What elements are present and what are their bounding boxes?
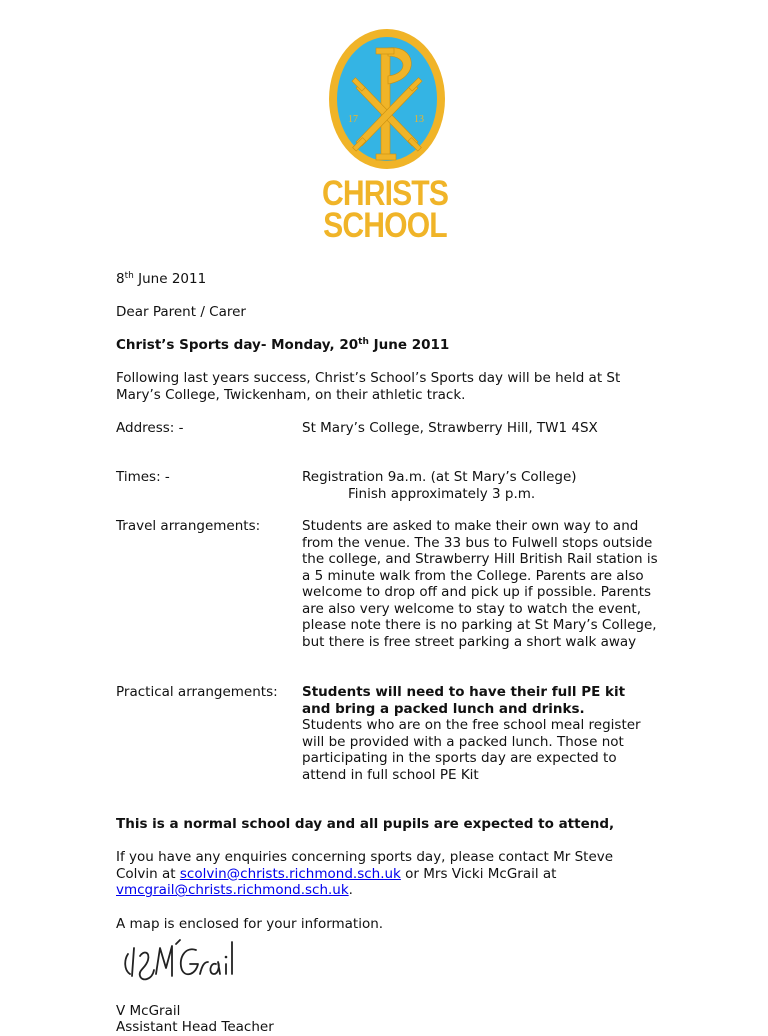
practical-bold-text: Students will need to have their full PE kit and bring a packed lunch and drinks. (302, 684, 626, 717)
times-registration: Registration 9a.m. (at St Mary’s College) (302, 469, 577, 485)
date-suffix: th (124, 271, 134, 281)
email-link-scolvin[interactable]: scolvin@christs.richmond.sch.uk (179, 865, 401, 882)
email-link-vmcgrail[interactable]: vmcgrail@christs.richmond.sch.uk (116, 882, 349, 898)
enquiries-text: If you have any enquiries concerning sports day, please contact Mr Steve Colvin at (116, 849, 614, 882)
handwritten-signature (118, 930, 248, 988)
school-crest-logo (326, 26, 448, 172)
signatory-title: Assistant Head Teacher (116, 1019, 274, 1035)
practical-label: Practical arrangements: (116, 684, 278, 700)
travel-label: Travel arrangements: (116, 518, 261, 534)
times-value (302, 469, 658, 502)
heading-suffix: th (358, 337, 369, 347)
enquiries-paragraph (116, 849, 646, 899)
salutation: Dear Parent / Carer (116, 304, 246, 320)
signatory-name: V McGrail (116, 1003, 181, 1019)
travel-value: Students are asked to make their own way to and from the venue. The 33 bus to Fulwell stops outside the college, and Strawberry Hill British Rail station is a 5 minute walk from the College. Parents are also welcome to drop off and pick up if possible. Parents are also very welcome to stay to watch the event, please note there is no parking at St Mary’s College, but there is free street parking a short walk away (302, 518, 658, 650)
logo-text-line2: SCHOOL (323, 206, 447, 245)
logo-text-line1: CHRISTS (321, 174, 449, 213)
enquiries-middle: or Mrs Vicki McGrail at (400, 865, 557, 882)
times-label: Times: - (116, 469, 170, 485)
practical-normal-text: Students who are on the free school meal register will be provided with a packed lunch. Those not participating in the sports day are expected to attend in full school PE Kit (302, 717, 641, 783)
attendance-notice: This is a normal school day and all pupils are expected to attend, (116, 816, 615, 832)
address-label: Address: - (116, 420, 184, 436)
practical-value (302, 684, 654, 783)
date-day: 8 (116, 271, 125, 287)
crest-year-right: 13 (414, 114, 424, 125)
letter-heading (116, 337, 656, 354)
date-rest: June 2011 (138, 271, 207, 287)
heading-date: June 2011 (368, 337, 450, 353)
heading-text: Christ’s Sports day- Monday, 20 (116, 337, 359, 353)
intro-paragraph: Following last years success, Christ’s School’s Sports day will be held at St Mary’s College, Twickenham, on their athletic track. (116, 370, 621, 403)
enquiries-end: . (348, 882, 353, 898)
address-value: St Mary’s College, Strawberry Hill, TW1 4SX (302, 420, 598, 436)
crest-year-left: 17 (348, 114, 358, 125)
map-note: A map is enclosed for your information. (116, 916, 384, 932)
times-finish: Finish approximately 3 p.m. (348, 485, 536, 502)
letter-date (116, 271, 656, 288)
